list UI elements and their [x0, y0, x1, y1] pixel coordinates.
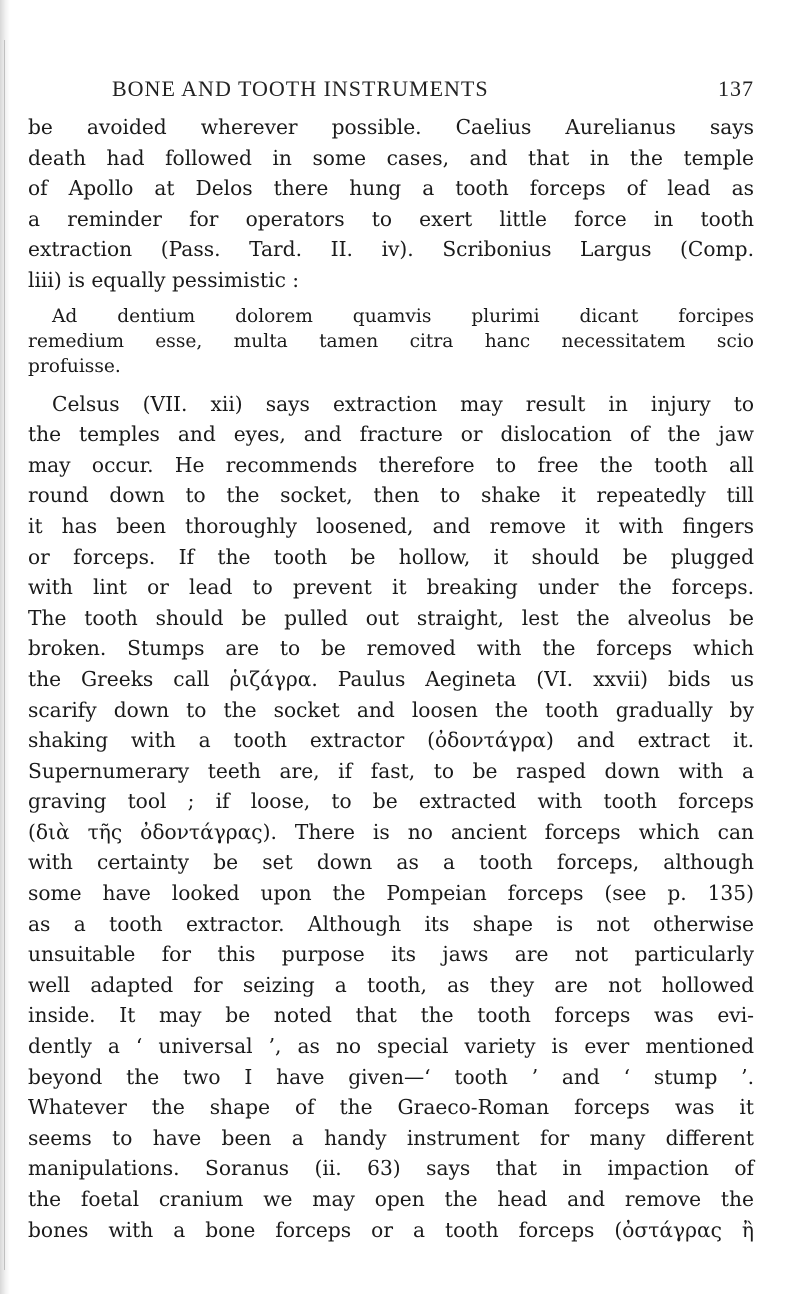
text-line: with certainty be set down as a tooth forceps, although [28, 850, 754, 875]
text-line: scarify down to the socket and loosen the tooth gradually by [28, 697, 754, 722]
text-line: dently a ‘ universal ’, as no special variety is ever mentioned [28, 1034, 754, 1059]
text-line: with lint or lead to prevent it breaking under the forceps. [28, 575, 754, 600]
text-line: it has been thoroughly loosened, and remove it with fingers [28, 513, 754, 538]
text-line: as a tooth extractor. Although its shape is not otherwise [28, 911, 754, 936]
running-header [28, 76, 754, 112]
text-line: round down to the socket, then to shake it repeatedly till [28, 483, 754, 508]
paragraph-celsus [28, 389, 754, 1246]
text-line: The tooth should be pulled out straight, lest the alveolus be [28, 605, 754, 630]
text-line: of Apollo at Delos there hung a tooth forceps of lead as [28, 176, 754, 201]
text-line: inside. It may be noted that the tooth forceps was evi- [28, 1003, 754, 1028]
running-title: BONE AND TOOTH INSTRUMENTS [112, 76, 489, 101]
text-line: be avoided wherever possible. Caelius Aurelianus says [28, 115, 754, 139]
text-line: the temples and eyes, and fracture or dislocation of the jaw [28, 422, 754, 447]
text-line: or forceps. If the tooth be hollow, it should be plugged [28, 544, 754, 569]
book-page [28, 76, 754, 1245]
text-line: liii) is equally pessimistic : [28, 267, 300, 292]
text-line: manipulations. Soranus (ii. 63) says that in impaction of [28, 1156, 754, 1181]
text-line: broken. Stumps are to be removed with the forceps which [28, 636, 754, 661]
text-line: bones with a bone forceps or a tooth forceps (ὀστάγρας ἢ [28, 1217, 754, 1242]
text-line: may occur. He recommends therefore to free the tooth all [28, 452, 754, 477]
quote-line: Ad dentium dolorem quamvis plurimi dicant forcipes [52, 305, 754, 327]
text-line: extraction (Pass. Tard. II. iv). Scribonius Largus (Comp. [28, 237, 754, 262]
text-line: well adapted for seizing a tooth, as they are not hollowed [28, 972, 754, 997]
text-line: some have looked upon the Pompeian forceps (see p. 135) [28, 881, 754, 906]
text-line: the foetal cranium we may open the head and remove the [28, 1187, 754, 1211]
text-line: graving tool ; if loose, to be extracted with tooth forceps [28, 789, 754, 814]
text-line: unsuitable for this purpose its jaws are not particularly [28, 942, 754, 967]
quote-line: profuisse. [28, 355, 121, 377]
quote-line: remedium esse, multa tamen citra hanc necessitatem scio [28, 330, 754, 352]
text-line: the Greeks call ῥιζάγρα. Paulus Aegineta (VI. xxvii) bids us [28, 666, 754, 691]
latin-quote [28, 304, 754, 379]
text-line: shaking with a tooth extractor (ὀδοντάγρα) and extract it. [28, 728, 754, 753]
text-line: death had followed in some cases, and that in the temple [28, 145, 754, 170]
text-line: beyond the two I have given—‘ tooth ’ and ‘ stump ’. [28, 1064, 754, 1089]
page-number: 137 [718, 76, 754, 101]
paragraph-caelius [28, 112, 754, 296]
text-line: Celsus (VII. xii) says extraction may result in injury to [52, 391, 754, 416]
text-line: seems to have been a handy instrument for many different [28, 1125, 754, 1150]
text-line: Whatever the shape of the Graeco-Roman forceps was it [28, 1095, 754, 1120]
text-line: (διὰ τῆς ὀδοντάγρας). There is no ancient forceps which can [28, 819, 754, 844]
text-line: a reminder for operators to exert little force in tooth [28, 206, 754, 231]
page-binding-edge [0, 0, 10, 1294]
text-line: Supernumerary teeth are, if fast, to be rasped down with a [28, 758, 754, 783]
